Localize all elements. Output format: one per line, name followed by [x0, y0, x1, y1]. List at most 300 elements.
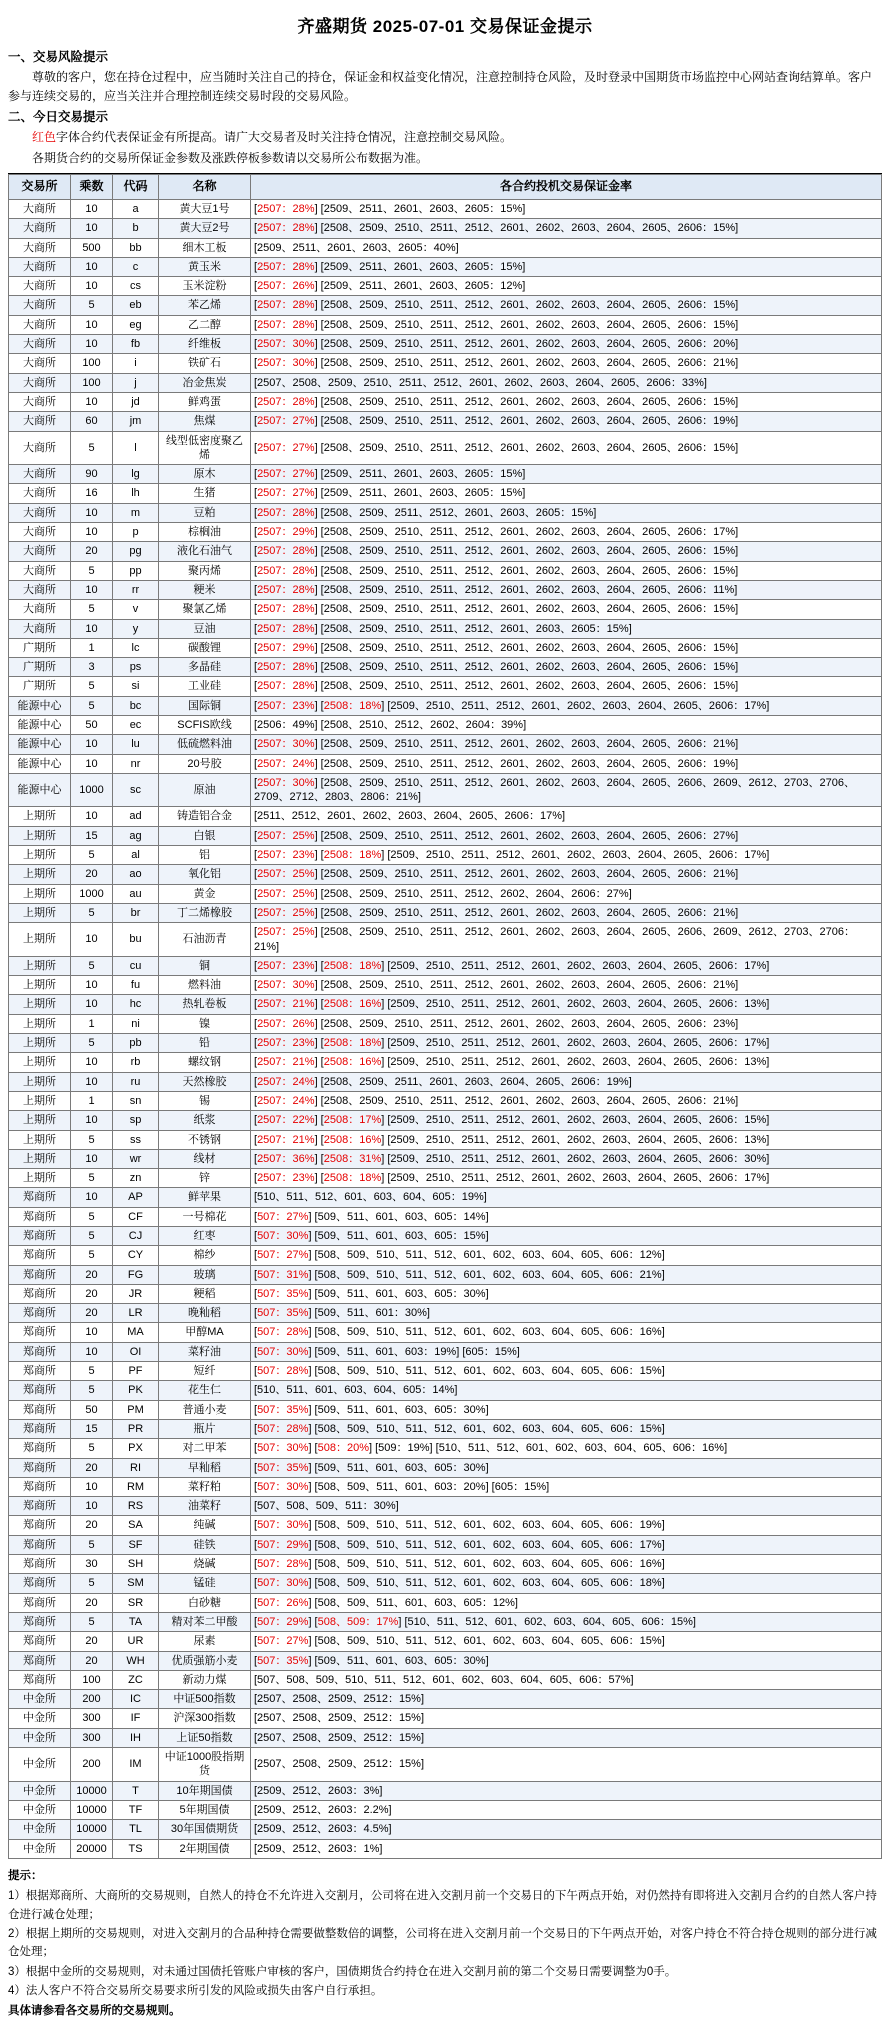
cell-margin-rate: [507：30%] [508、509、510、511、512、601、602、603、604、605、606：18%] — [251, 1574, 882, 1593]
cell-code: ag — [113, 826, 159, 845]
table-row — [9, 1574, 882, 1593]
table-row — [9, 1555, 882, 1574]
cell-code: zn — [113, 1169, 159, 1188]
cell-exchange: 大商所 — [9, 561, 71, 580]
cell-name: 原木 — [159, 465, 251, 484]
cell-margin-rate: [2509、2512、2603：3%] — [251, 1781, 882, 1800]
cell-code: lh — [113, 484, 159, 503]
cell-code: p — [113, 523, 159, 542]
cell-exchange: 上期所 — [9, 826, 71, 845]
table-row — [9, 826, 882, 845]
cell-margin-rate: [2507、2508、2509、2512：15%] — [251, 1690, 882, 1709]
table-row — [9, 658, 882, 677]
table-row — [9, 523, 882, 542]
cell-multiplier: 5 — [71, 600, 113, 619]
cell-exchange: 大商所 — [9, 257, 71, 276]
cell-code: CF — [113, 1207, 159, 1226]
cell-margin-rate: [507：29%] [508、509：17%] [510、511、512、601、602、603、604、605、606：15%] — [251, 1612, 882, 1631]
cell-multiplier: 10 — [71, 1497, 113, 1516]
cell-code: bb — [113, 238, 159, 257]
cell-multiplier: 10 — [71, 580, 113, 599]
table-row — [9, 335, 882, 354]
cell-code: hc — [113, 995, 159, 1014]
table-row — [9, 976, 882, 995]
cell-code: bu — [113, 923, 159, 957]
table-row — [9, 1246, 882, 1265]
cell-code: y — [113, 619, 159, 638]
notes-block — [8, 1867, 882, 2020]
cell-code: cu — [113, 956, 159, 975]
cell-code: TF — [113, 1800, 159, 1819]
cell-code: RM — [113, 1477, 159, 1496]
table-row — [9, 1800, 882, 1819]
cell-multiplier: 10 — [71, 523, 113, 542]
cell-code: WH — [113, 1651, 159, 1670]
cell-code: i — [113, 354, 159, 373]
table-row — [9, 219, 882, 238]
cell-multiplier: 200 — [71, 1748, 113, 1782]
cell-code: OI — [113, 1342, 159, 1361]
cell-multiplier: 500 — [71, 238, 113, 257]
table-row — [9, 1632, 882, 1651]
cell-name: 铅 — [159, 1034, 251, 1053]
cell-name: 新动力煤 — [159, 1670, 251, 1689]
cell-exchange: 大商所 — [9, 219, 71, 238]
cell-code: ZC — [113, 1670, 159, 1689]
cell-margin-rate: [507：35%] [509、511、601、603、605：30%] — [251, 1284, 882, 1303]
cell-multiplier: 10 — [71, 976, 113, 995]
cell-multiplier: 5 — [71, 1169, 113, 1188]
table-row — [9, 392, 882, 411]
cell-multiplier: 1 — [71, 1014, 113, 1033]
cell-exchange: 大商所 — [9, 373, 71, 392]
cell-multiplier: 20 — [71, 1632, 113, 1651]
cell-name: 豆油 — [159, 619, 251, 638]
cell-margin-rate: [2507：25%] [2508、2509、2510、2511、2512、2601、2602、2603、2604、2605、2606：27%] — [251, 826, 882, 845]
cell-margin-rate: [507、508、509、511：30%] — [251, 1497, 882, 1516]
cell-exchange: 郑商所 — [9, 1439, 71, 1458]
table-body — [9, 199, 882, 1858]
cell-exchange: 中金所 — [9, 1781, 71, 1800]
red-note-text: 字体合约代表保证金有所提高。请广大交易者及时关注持仓情况，注意控制交易风险。 — [56, 130, 513, 145]
cell-margin-rate: [510、511、601、603、604、605：14%] — [251, 1381, 882, 1400]
table-row — [9, 1516, 882, 1535]
cell-multiplier: 20 — [71, 1304, 113, 1323]
cell-code: jm — [113, 412, 159, 431]
cell-name: 红枣 — [159, 1227, 251, 1246]
cell-multiplier: 15 — [71, 826, 113, 845]
table-row — [9, 296, 882, 315]
cell-code: eg — [113, 315, 159, 334]
cell-multiplier: 200 — [71, 1690, 113, 1709]
cell-margin-rate: [507：31%] [508、509、510、511、512、601、602、603、604、605、606：21%] — [251, 1265, 882, 1284]
cell-exchange: 上期所 — [9, 1169, 71, 1188]
cell-name: 棕榈油 — [159, 523, 251, 542]
cell-multiplier: 10 — [71, 735, 113, 754]
cell-code: rr — [113, 580, 159, 599]
cell-name: 细木工板 — [159, 238, 251, 257]
table-row — [9, 1670, 882, 1689]
cell-margin-rate: [2507：28%] [2508、2509、2510、2511、2512、2601、2602、2603、2604、2605、2606：15%] — [251, 677, 882, 696]
cell-code: c — [113, 257, 159, 276]
cell-code: CY — [113, 1246, 159, 1265]
cell-exchange: 大商所 — [9, 580, 71, 599]
cell-code: FG — [113, 1265, 159, 1284]
table-row — [9, 315, 882, 334]
cell-exchange: 郑商所 — [9, 1246, 71, 1265]
cell-multiplier: 10 — [71, 1149, 113, 1168]
cell-name: 锡 — [159, 1091, 251, 1110]
cell-multiplier: 10 — [71, 315, 113, 334]
cell-margin-rate: [2511、2512、2601、2602、2603、2604、2605、2606：17%] — [251, 807, 882, 826]
cell-multiplier: 5 — [71, 1439, 113, 1458]
cell-code: ru — [113, 1072, 159, 1091]
cell-name: 热轧卷板 — [159, 995, 251, 1014]
cell-margin-rate: [507、508、509、510、511、512、601、602、603、604、605、606：57%] — [251, 1670, 882, 1689]
cell-exchange: 郑商所 — [9, 1555, 71, 1574]
table-row — [9, 696, 882, 715]
cell-margin-rate: [2507：28%] [2508、2509、2511、2512、2601、2603、2605：15%] — [251, 503, 882, 522]
cell-margin-rate: [507：35%] [509、511、601、603、605：30%] — [251, 1400, 882, 1419]
cell-exchange: 郑商所 — [9, 1227, 71, 1246]
cell-multiplier: 5 — [71, 296, 113, 315]
cell-name: 豆粕 — [159, 503, 251, 522]
cell-margin-rate: [2507：27%] [2509、2511、2601、2603、2605：15%] — [251, 465, 882, 484]
cell-name: 鲜苹果 — [159, 1188, 251, 1207]
table-row — [9, 1284, 882, 1303]
cell-code: sp — [113, 1111, 159, 1130]
cell-exchange: 郑商所 — [9, 1612, 71, 1631]
cell-multiplier: 10 — [71, 1111, 113, 1130]
cell-margin-rate: [510、511、512、601、603、604、605：19%] — [251, 1188, 882, 1207]
cell-code: ec — [113, 715, 159, 734]
cell-exchange: 上期所 — [9, 1034, 71, 1053]
cell-name: 原油 — [159, 773, 251, 807]
cell-margin-rate: [2507：27%] [2508、2509、2510、2511、2512、2601、2602、2603、2604、2605、2606：19%] — [251, 412, 882, 431]
cell-exchange: 大商所 — [9, 542, 71, 561]
cell-margin-rate: [2507：28%] [2508、2509、2510、2511、2512、2601、2602、2603、2604、2605、2606：15%] — [251, 296, 882, 315]
cell-multiplier: 1000 — [71, 773, 113, 807]
cell-multiplier: 10 — [71, 1188, 113, 1207]
cell-name: 油菜籽 — [159, 1497, 251, 1516]
table-row — [9, 956, 882, 975]
cell-code: TA — [113, 1612, 159, 1631]
cell-multiplier: 1 — [71, 638, 113, 657]
cell-multiplier: 100 — [71, 373, 113, 392]
cell-exchange: 大商所 — [9, 199, 71, 218]
cell-name: 尿素 — [159, 1632, 251, 1651]
cell-exchange: 上期所 — [9, 807, 71, 826]
cell-multiplier: 20 — [71, 1593, 113, 1612]
cell-margin-rate: [507：28%] [508、509、510、511、512、601、602、603、604、605、606：15%] — [251, 1419, 882, 1438]
section-today-heading: 二、今日交易提示 — [8, 110, 109, 125]
cell-code: ni — [113, 1014, 159, 1033]
cell-multiplier: 10 — [71, 277, 113, 296]
table-row — [9, 1091, 882, 1110]
cell-exchange: 上期所 — [9, 903, 71, 922]
cell-margin-rate: [507：28%] [508、509、510、511、512、601、602、603、604、605、606：15%] — [251, 1362, 882, 1381]
cell-exchange: 郑商所 — [9, 1574, 71, 1593]
cell-exchange: 大商所 — [9, 296, 71, 315]
table-row — [9, 1820, 882, 1839]
cell-name: 中证1000股指期货 — [159, 1748, 251, 1782]
cell-name: 鲜鸡蛋 — [159, 392, 251, 411]
table-row — [9, 277, 882, 296]
cell-margin-rate: [2507：22%] [2508：17%] [2509、2510、2511、2512、2601、2602、2603、2604、2605、2606：15%] — [251, 1111, 882, 1130]
cell-multiplier: 10 — [71, 1072, 113, 1091]
col-code: 代码 — [113, 175, 159, 200]
cell-code: lu — [113, 735, 159, 754]
cell-exchange: 上期所 — [9, 1053, 71, 1072]
cell-multiplier: 5 — [71, 677, 113, 696]
col-multiplier: 乘数 — [71, 175, 113, 200]
cell-margin-rate: [2507：23%] [2508：18%] [2509、2510、2511、2512、2601、2602、2603、2604、2605、2606：17%] — [251, 696, 882, 715]
cell-exchange: 上期所 — [9, 865, 71, 884]
cell-exchange: 大商所 — [9, 465, 71, 484]
cell-name: 粳米 — [159, 580, 251, 599]
cell-name: 线型低密度聚乙烯 — [159, 431, 251, 465]
cell-margin-rate: [2507：30%] [2508、2509、2510、2511、2512、2601、2602、2603、2604、2605、2606：21%] — [251, 735, 882, 754]
cell-name: 铝 — [159, 846, 251, 865]
cell-code: SF — [113, 1535, 159, 1554]
cell-name: 30年国债期货 — [159, 1820, 251, 1839]
cell-margin-rate: [2507：28%] [2508、2509、2510、2511、2512、2601、2602、2603、2604、2605、2606：15%] — [251, 542, 882, 561]
cell-name: 棉纱 — [159, 1246, 251, 1265]
cell-margin-rate: [2506：49%] [2508、2510、2512、2602、2604：39%] — [251, 715, 882, 734]
cell-exchange: 郑商所 — [9, 1458, 71, 1477]
cell-name: 粳稻 — [159, 1284, 251, 1303]
cell-multiplier: 10 — [71, 619, 113, 638]
cell-margin-rate: [2507：25%] [2508、2509、2510、2511、2512、2601、2602、2603、2604、2605、2606：21%] — [251, 903, 882, 922]
cell-exchange: 能源中心 — [9, 735, 71, 754]
cell-exchange: 郑商所 — [9, 1651, 71, 1670]
table-row — [9, 1690, 882, 1709]
cell-name: 普通小麦 — [159, 1400, 251, 1419]
cell-exchange: 广期所 — [9, 658, 71, 677]
cell-code: TL — [113, 1820, 159, 1839]
cell-exchange: 大商所 — [9, 600, 71, 619]
cell-exchange: 郑商所 — [9, 1535, 71, 1554]
cell-name: 10年期国债 — [159, 1781, 251, 1800]
cell-multiplier: 10 — [71, 1342, 113, 1361]
cell-exchange: 中金所 — [9, 1800, 71, 1819]
cell-code: LR — [113, 1304, 159, 1323]
cell-margin-rate: [507：29%] [508、509、510、511、512、601、602、603、604、605、606：17%] — [251, 1535, 882, 1554]
cell-margin-rate: [507：27%] [508、509、510、511、512、601、602、603、604、605、606：15%] — [251, 1632, 882, 1651]
table-row — [9, 1439, 882, 1458]
table-row — [9, 715, 882, 734]
cell-code: sc — [113, 773, 159, 807]
cell-margin-rate: [2507：27%] [2508、2509、2510、2511、2512、2601、2602、2603、2604、2605、2606：15%] — [251, 431, 882, 465]
cell-multiplier: 5 — [71, 903, 113, 922]
cell-name: 优质强筋小麦 — [159, 1651, 251, 1670]
cell-code: fb — [113, 335, 159, 354]
table-row — [9, 677, 882, 696]
cell-name: 镍 — [159, 1014, 251, 1033]
cell-code: ao — [113, 865, 159, 884]
cell-name: 低硫燃料油 — [159, 735, 251, 754]
cell-multiplier: 10000 — [71, 1781, 113, 1800]
cell-exchange: 大商所 — [9, 619, 71, 638]
cell-code: ss — [113, 1130, 159, 1149]
cell-code: TS — [113, 1839, 159, 1858]
cell-code: PM — [113, 1400, 159, 1419]
cell-exchange: 能源中心 — [9, 696, 71, 715]
cell-exchange: 郑商所 — [9, 1207, 71, 1226]
table-row — [9, 465, 882, 484]
col-margin-rate: 各合约投机交易保证金率 — [251, 175, 882, 200]
cell-code: PR — [113, 1419, 159, 1438]
cell-multiplier: 5 — [71, 1574, 113, 1593]
cell-margin-rate: [2507：23%] [2508：18%] [2509、2510、2511、2512、2601、2602、2603、2604、2605、2606：17%] — [251, 846, 882, 865]
cell-exchange: 郑商所 — [9, 1284, 71, 1303]
table-row — [9, 600, 882, 619]
cell-name: 黄大豆2号 — [159, 219, 251, 238]
cell-name: 多晶硅 — [159, 658, 251, 677]
cell-code: IF — [113, 1709, 159, 1728]
cell-multiplier: 5 — [71, 846, 113, 865]
cell-name: 碳酸锂 — [159, 638, 251, 657]
table-row — [9, 1400, 882, 1419]
cell-multiplier: 1 — [71, 1091, 113, 1110]
cell-exchange: 中金所 — [9, 1820, 71, 1839]
cell-multiplier: 20 — [71, 1284, 113, 1303]
cell-name: 氧化铝 — [159, 865, 251, 884]
cell-exchange: 中金所 — [9, 1709, 71, 1728]
cell-name: 中证500指数 — [159, 1690, 251, 1709]
cell-margin-rate: [2507：23%] [2508：18%] [2509、2510、2511、2512、2601、2602、2603、2604、2605、2606：17%] — [251, 956, 882, 975]
margin-rate-table — [8, 174, 882, 1858]
cell-code: PF — [113, 1362, 159, 1381]
cell-multiplier: 10 — [71, 503, 113, 522]
cell-exchange: 郑商所 — [9, 1265, 71, 1284]
cell-code: RS — [113, 1497, 159, 1516]
cell-exchange: 上期所 — [9, 1072, 71, 1091]
table-row — [9, 1535, 882, 1554]
table-row — [9, 1419, 882, 1438]
cell-multiplier: 20000 — [71, 1839, 113, 1858]
table-row — [9, 1458, 882, 1477]
table-header-row — [9, 175, 882, 200]
table-row — [9, 431, 882, 465]
cell-code: SM — [113, 1574, 159, 1593]
cell-exchange: 上期所 — [9, 1014, 71, 1033]
cell-name: 锌 — [159, 1169, 251, 1188]
cell-exchange: 上期所 — [9, 1149, 71, 1168]
cell-name: 黄大豆1号 — [159, 199, 251, 218]
cell-name: 瓶片 — [159, 1419, 251, 1438]
cell-code: IC — [113, 1690, 159, 1709]
cell-code: rb — [113, 1053, 159, 1072]
cell-multiplier: 20 — [71, 1651, 113, 1670]
cell-code: SA — [113, 1516, 159, 1535]
cell-exchange: 大商所 — [9, 412, 71, 431]
cell-exchange: 上期所 — [9, 1130, 71, 1149]
table-row — [9, 1593, 882, 1612]
cell-code: bc — [113, 696, 159, 715]
cell-exchange: 大商所 — [9, 238, 71, 257]
cell-multiplier: 10000 — [71, 1800, 113, 1819]
cell-margin-rate: [507：35%] [509、511、601、603、605：30%] — [251, 1651, 882, 1670]
cell-exchange: 大商所 — [9, 484, 71, 503]
cell-name: 精对苯二甲酸 — [159, 1612, 251, 1631]
cell-exchange: 郑商所 — [9, 1497, 71, 1516]
cell-multiplier: 50 — [71, 1400, 113, 1419]
cell-exchange: 郑商所 — [9, 1632, 71, 1651]
cell-margin-rate: [2507：28%] [2508、2509、2510、2511、2512、2601、2602、2603、2604、2605、2606：15%] — [251, 600, 882, 619]
table-row — [9, 1748, 882, 1782]
cell-margin-rate: [2507、2508、2509、2512：15%] — [251, 1748, 882, 1782]
cell-exchange: 中金所 — [9, 1690, 71, 1709]
cell-multiplier: 60 — [71, 412, 113, 431]
cell-multiplier: 20 — [71, 865, 113, 884]
cell-name: 玉米淀粉 — [159, 277, 251, 296]
table-row — [9, 735, 882, 754]
table-row — [9, 1149, 882, 1168]
table-row — [9, 1709, 882, 1728]
cell-margin-rate: [2507：28%] [2508、2509、2510、2511、2512、2601、2602、2603、2604、2605、2606：15%] — [251, 561, 882, 580]
cell-exchange: 郑商所 — [9, 1477, 71, 1496]
cell-name: 液化石油气 — [159, 542, 251, 561]
cell-exchange: 郑商所 — [9, 1400, 71, 1419]
cell-name: 一号棉花 — [159, 1207, 251, 1226]
section-risk-paragraph: 尊敬的客户，您在持仓过程中，应当随时关注自己的持仓，保证金和权益变化情况，注意控制持仓风险，及时登录中国期货市场监控中心网站查询结算单。客户参与连续交易的，应当关注并合理控制连续交易时段的交易风险。 — [8, 70, 873, 103]
cell-exchange: 郑商所 — [9, 1323, 71, 1342]
cell-exchange: 广期所 — [9, 638, 71, 657]
table-row — [9, 542, 882, 561]
cell-margin-rate: [2507：28%] [2508、2509、2510、2511、2512、2601、2603、2605：15%] — [251, 619, 882, 638]
cell-multiplier: 10 — [71, 335, 113, 354]
cell-exchange: 大商所 — [9, 503, 71, 522]
cell-multiplier: 15 — [71, 1419, 113, 1438]
cell-code: SR — [113, 1593, 159, 1612]
cell-margin-rate: [2507：23%] [2508：18%] [2509、2510、2511、2512、2601、2602、2603、2604、2605、2606：17%] — [251, 1169, 882, 1188]
col-name: 名称 — [159, 175, 251, 200]
cell-name: 纯碱 — [159, 1516, 251, 1535]
cell-margin-rate: [507：26%] [508、509、511、601、603、605：12%] — [251, 1593, 882, 1612]
cell-multiplier: 1000 — [71, 884, 113, 903]
cell-multiplier: 10 — [71, 754, 113, 773]
table-row — [9, 1265, 882, 1284]
cell-multiplier: 5 — [71, 1227, 113, 1246]
cell-name: 20号胶 — [159, 754, 251, 773]
cell-margin-rate: [2507、2508、2509、2512：15%] — [251, 1728, 882, 1747]
cell-name: 晚籼稻 — [159, 1304, 251, 1323]
table-row — [9, 238, 882, 257]
cell-margin-rate: [2507：28%] [2509、2511、2601、2603、2605：15%] — [251, 199, 882, 218]
table-row — [9, 754, 882, 773]
cell-exchange: 大商所 — [9, 277, 71, 296]
cell-exchange: 能源中心 — [9, 754, 71, 773]
cell-exchange: 郑商所 — [9, 1670, 71, 1689]
cell-exchange: 能源中心 — [9, 715, 71, 734]
cell-name: 生猪 — [159, 484, 251, 503]
cell-name: 焦煤 — [159, 412, 251, 431]
cell-code: l — [113, 431, 159, 465]
cell-multiplier: 20 — [71, 1265, 113, 1284]
cell-margin-rate: [2507：26%] [2509、2511、2601、2603、2605：12%] — [251, 277, 882, 296]
cell-exchange: 大商所 — [9, 354, 71, 373]
section-risk-warning — [8, 47, 882, 105]
cell-name: 燃料油 — [159, 976, 251, 995]
table-row — [9, 1034, 882, 1053]
cell-multiplier: 5 — [71, 956, 113, 975]
cell-multiplier: 5 — [71, 561, 113, 580]
cell-code: sn — [113, 1091, 159, 1110]
table-row — [9, 1188, 882, 1207]
cell-name: 螺纹钢 — [159, 1053, 251, 1072]
cell-margin-rate: [2507：26%] [2508、2509、2510、2511、2512、2601、2602、2603、2604、2605、2606：23%] — [251, 1014, 882, 1033]
